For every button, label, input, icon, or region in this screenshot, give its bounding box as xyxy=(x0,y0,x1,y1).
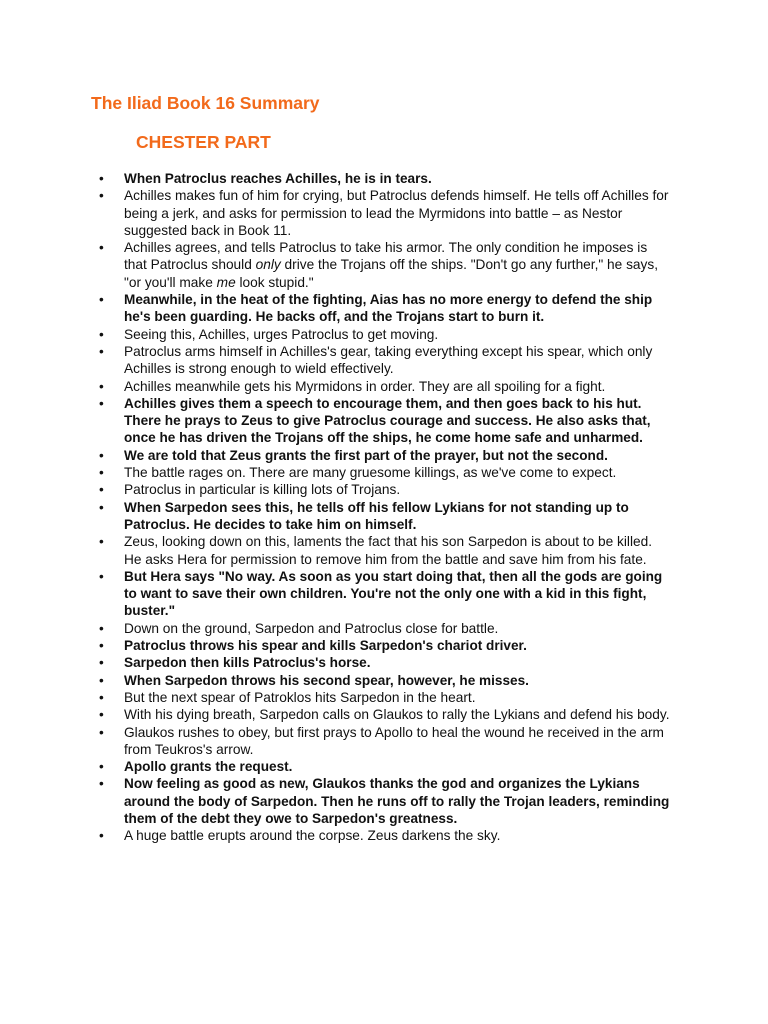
bullet-text: Achilles agrees, and tells Patroclus to take his armor. The only condition he imposes is that Patroclus should xyxy=(124,240,648,273)
summary-bullet-item: • When Sarpedon throws his second spear, however, he misses. xyxy=(93,672,673,689)
summary-bullet-item: • But the next spear of Patroklos hits Sarpedon in the heart. xyxy=(93,689,673,706)
summary-bullet-item: • Achilles makes fun of him for crying, but Patroclus defends himself. He tells off Achilles for being a jerk, and asks for permission to lead the Myrmidons into battle – as Nestor suggested back in Book 11. xyxy=(93,187,673,239)
summary-bullet-item: • When Patroclus reaches Achilles, he is in tears. xyxy=(93,170,673,187)
summary-bullet-item: • Seeing this, Achilles, urges Patroclus to get moving. xyxy=(93,326,673,343)
bullet-text: look stupid." xyxy=(235,274,314,290)
summary-bullet-item: • Sarpedon then kills Patroclus's horse. xyxy=(93,654,673,671)
summary-bullet-item: • But Hera says "No way. As soon as you start doing that, then all the gods are going to want to save their own children. You're not the only one with a kid in this fight, buster." xyxy=(93,568,673,620)
bullet-text: drive the Trojans off the ships. "Don't go any further," he says, "or you'll make xyxy=(124,257,659,290)
document-subtitle: CHESTER PART xyxy=(136,132,271,152)
summary-bullet-list xyxy=(93,170,673,845)
summary-bullet-item: • A huge battle erupts around the corpse. Zeus darkens the sky. xyxy=(93,827,673,844)
summary-bullet-item: • Meanwhile, in the heat of the fighting, Aias has no more energy to defend the ship he's been guarding. He backs off, and the Trojans start to burn it. xyxy=(93,291,673,326)
emphasis-text: only xyxy=(255,257,281,273)
summary-bullet-item xyxy=(93,239,673,291)
summary-bullet-item: • Achilles gives them a speech to encourage them, and then goes back to his hut. There he prays to Zeus to give Patroclus courage and success. He also asks that, once he has driven the Trojans off the ships, he come home safe and unharmed. xyxy=(93,395,673,447)
summary-bullet-item: • With his dying breath, Sarpedon calls on Glaukos to rally the Lykians and defend his body. xyxy=(93,706,673,723)
summary-bullet-item: • Apollo grants the request. xyxy=(93,758,673,775)
summary-bullet-item: • We are told that Zeus grants the first part of the prayer, but not the second. xyxy=(93,447,673,464)
summary-bullet-item: • Down on the ground, Sarpedon and Patroclus close for battle. xyxy=(93,620,673,637)
summary-bullet-item: • Patroclus in particular is killing lots of Trojans. xyxy=(93,481,673,498)
emphasis-text: me xyxy=(216,274,236,290)
summary-bullet-item: • Glaukos rushes to obey, but first prays to Apollo to heal the wound he received in the arm from Teukros's arrow. xyxy=(93,724,673,759)
document-title: The Iliad Book 16 Summary xyxy=(91,93,320,113)
summary-bullet-item: • The battle rages on. There are many gruesome killings, as we've come to expect. xyxy=(93,464,673,481)
summary-bullet-item: • Patroclus throws his spear and kills Sarpedon's chariot driver. xyxy=(93,637,673,654)
summary-bullet-item: • Zeus, looking down on this, laments the fact that his son Sarpedon is about to be killed. He asks Hera for permission to remove him from the battle and save him from his fate. xyxy=(93,533,673,568)
summary-bullet-item: • When Sarpedon sees this, he tells off his fellow Lykians for not standing up to Patroclus. He decides to take him on himself. xyxy=(93,499,673,534)
summary-bullet-item: • Patroclus arms himself in Achilles's gear, taking everything except his spear, which only Achilles is strong enough to wield effectively. xyxy=(93,343,673,378)
summary-bullet-item: • Achilles meanwhile gets his Myrmidons in order. They are all spoiling for a fight. xyxy=(93,378,673,395)
summary-bullet-item: • Now feeling as good as new, Glaukos thanks the god and organizes the Lykians around the body of Sarpedon. Then he runs off to rally the Trojan leaders, reminding them of the debt they owe to Sarpedon's greatness. xyxy=(93,775,673,827)
